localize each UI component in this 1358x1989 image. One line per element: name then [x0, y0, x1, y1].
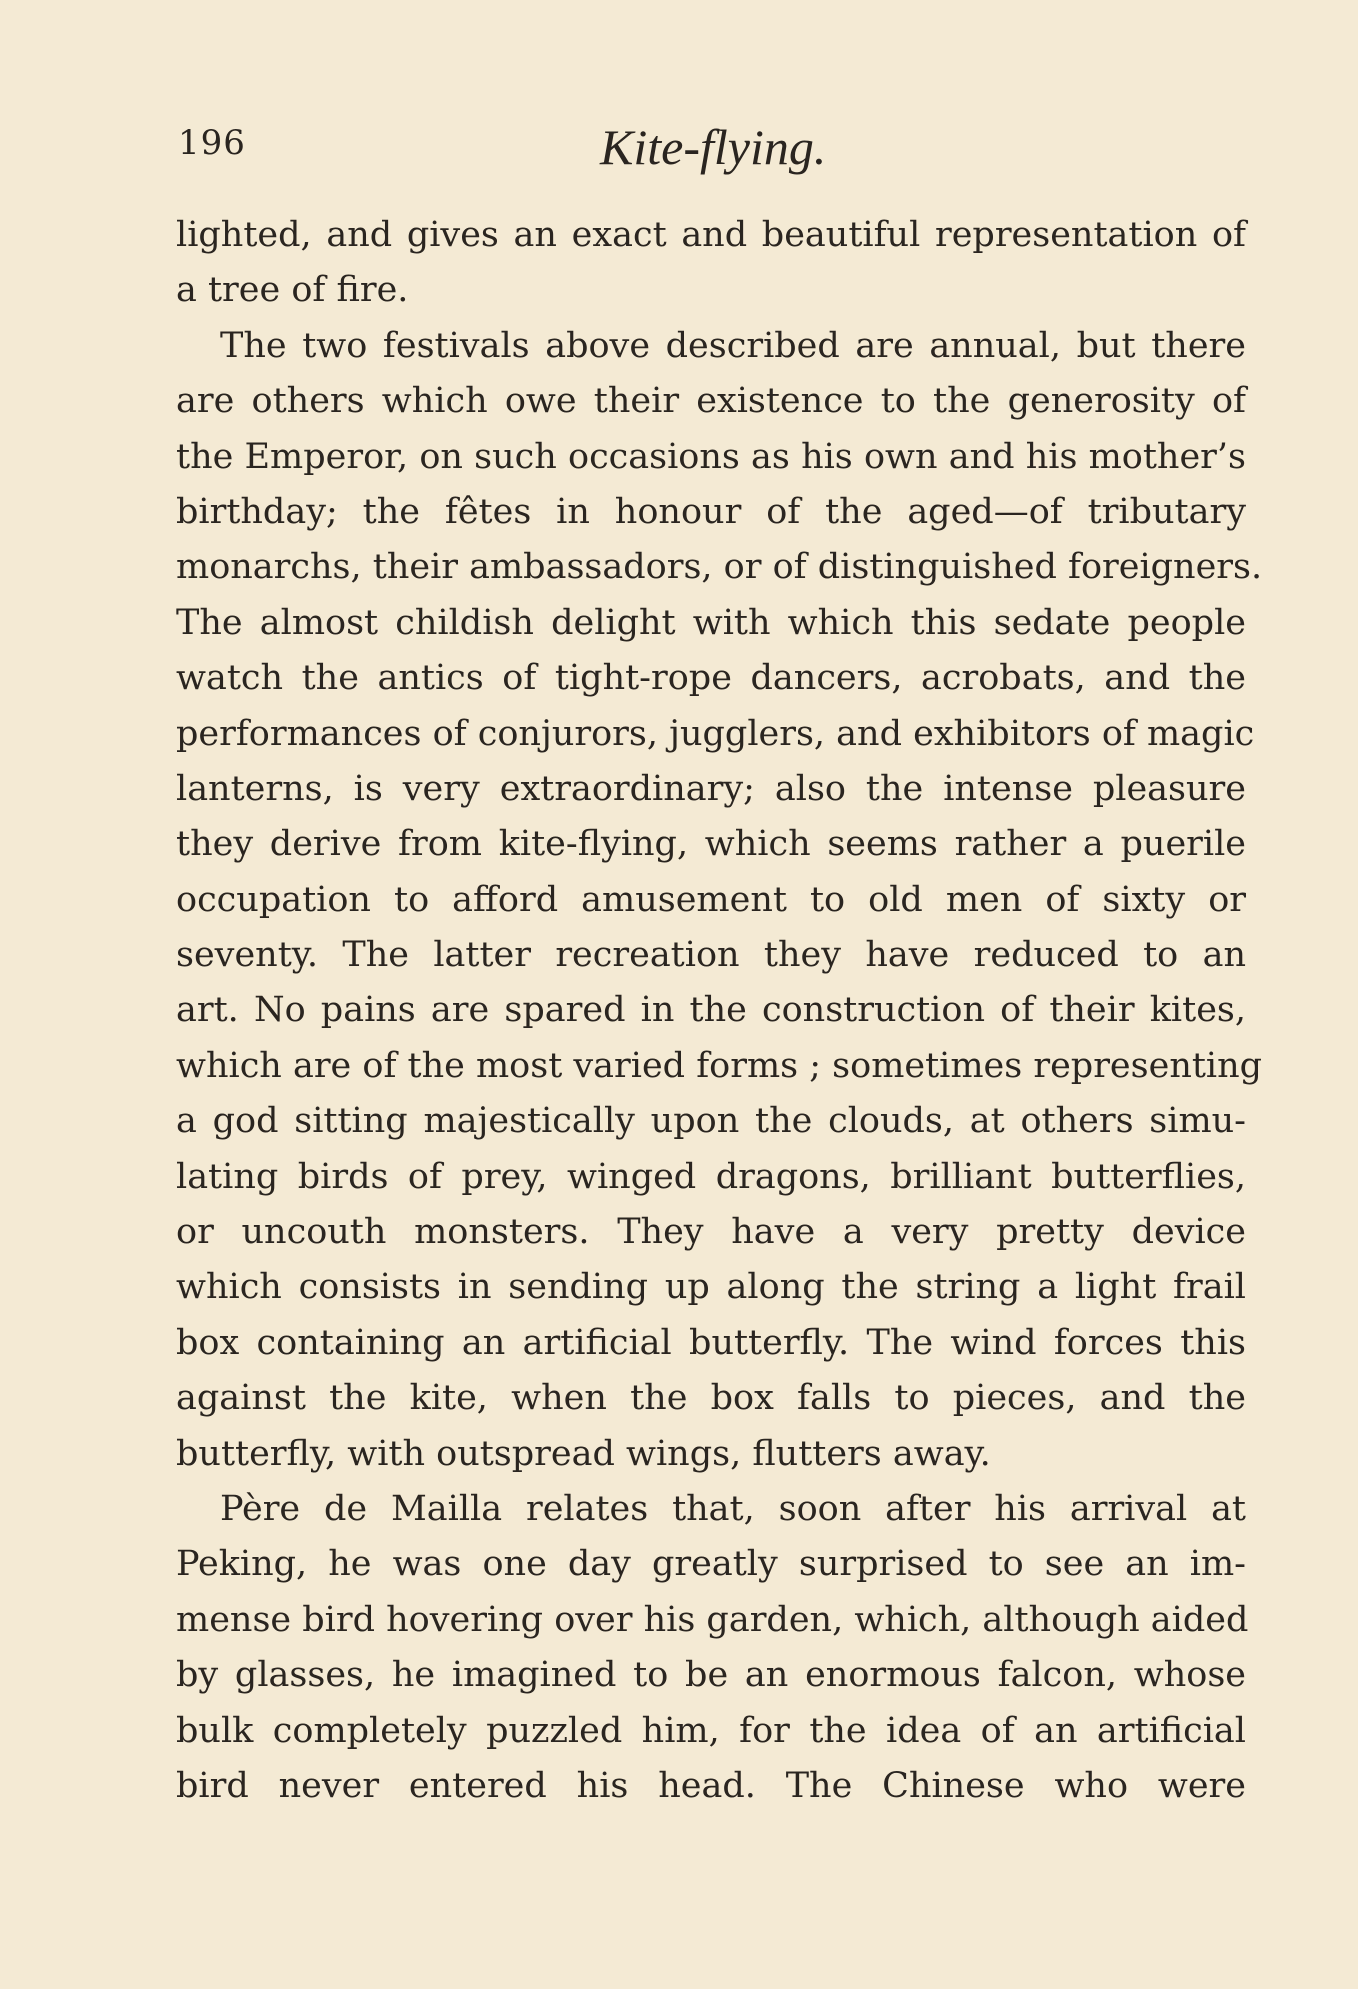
text-line: which consists in sending up along the string a light frail [176, 1267, 1246, 1308]
text-line: a god sitting majestically upon the clouds, at others simu- [176, 1101, 1246, 1142]
text-line: box containing an artificial butterfly. The wind forces this [176, 1322, 1246, 1363]
text-line: mense bird hovering over his garden, which, although aided [176, 1599, 1249, 1640]
text-line: seventy. The latter recreation they have reduced to an [176, 935, 1246, 976]
text-line: The two festivals above described are annual, but there [220, 325, 1246, 366]
running-head [0, 118, 1358, 188]
page-number: 196 [178, 123, 246, 163]
text-line: birthday; the fêtes in honour of the aged—of tributary [176, 491, 1246, 532]
body-text [176, 208, 1263, 1814]
text-line: the Emperor, on such occasions as his own and his mother’s [176, 436, 1246, 477]
text-line: by glasses, he imagined to be an enormous falcon, whose [176, 1655, 1246, 1696]
text-line: are others which owe their existence to the generosity of [176, 381, 1246, 422]
text-line: lating birds of prey, winged dragons, brilliant butterflies, [176, 1156, 1246, 1197]
text-line: watch the antics of tight-rope dancers, acrobats, and the [176, 658, 1246, 699]
text-line: bird never entered his head. The Chinese who were [176, 1765, 1246, 1806]
text-line: performances of conjurors, jugglers, and exhibitors of magic [176, 713, 1255, 754]
text-line: a tree of fire. [176, 270, 409, 311]
running-title: Kite-flying. [600, 119, 827, 175]
text-line: against the kite, when the box falls to pieces, and the [176, 1378, 1246, 1419]
text-line: Peking, he was one day greatly surprised to see an im- [176, 1544, 1246, 1585]
text-line: The almost childish delight with which this sedate people [176, 602, 1246, 643]
text-line: or uncouth monsters. They have a very pretty device [176, 1212, 1246, 1253]
text-line: bulk completely puzzled him, for the idea of an artificial [176, 1710, 1246, 1751]
text-line: butterfly, with outspread wings, flutters away. [176, 1433, 991, 1474]
text-line: which are of the most varied forms ; sometimes representing [176, 1045, 1263, 1086]
text-line: occupation to afford amusement to old men of sixty or [176, 879, 1246, 920]
text-line: monarchs, their ambassadors, or of distinguished foreigners. [176, 547, 1263, 588]
text-line: they derive from kite-flying, which seems rather a puerile [176, 824, 1246, 865]
text-line: lanterns, is very extraordinary; also the intense pleasure [176, 768, 1246, 809]
text-line: Père de Mailla relates that, soon after his arrival at [220, 1488, 1246, 1529]
text-line: art. No pains are spared in the construction of their kites, [176, 990, 1246, 1031]
text-line: lighted, and gives an exact and beautiful representation of [176, 215, 1246, 255]
